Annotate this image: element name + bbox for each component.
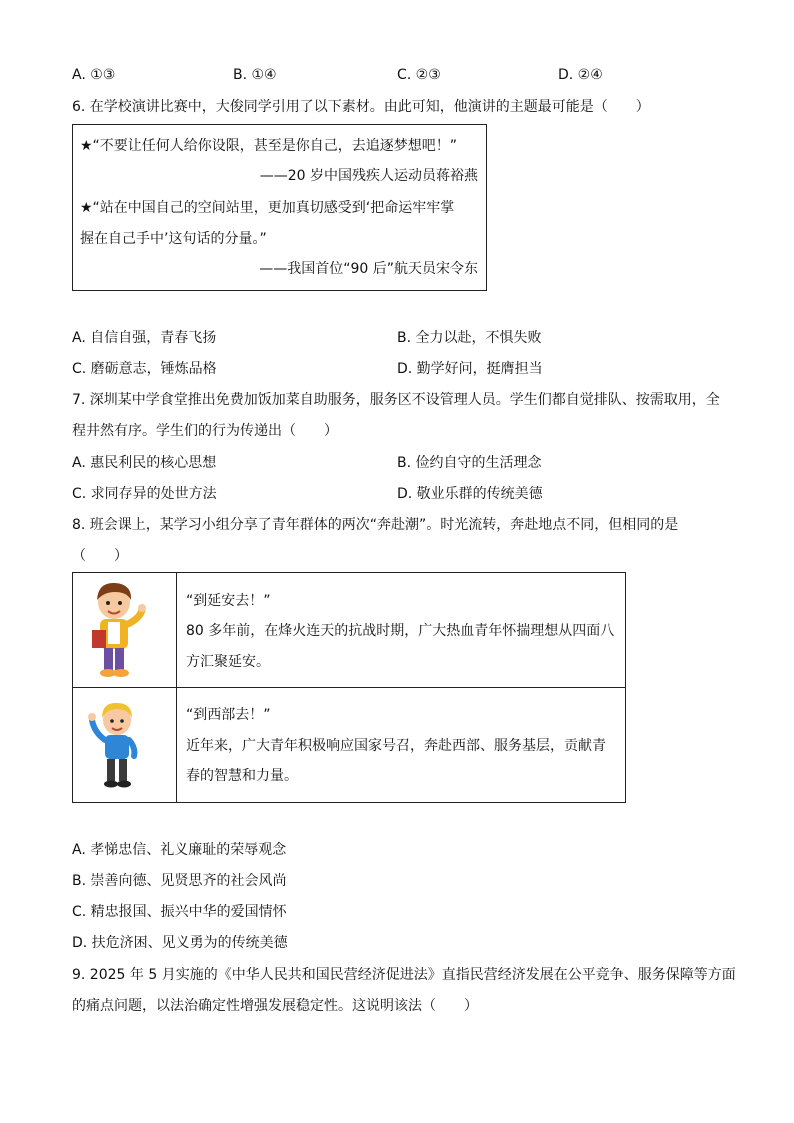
q5-option-b: B. ①④ bbox=[233, 67, 277, 83]
q8-option-b: B. 崇善向德、见贤思齐的社会风尚 bbox=[72, 873, 287, 889]
q6-quote2-line1: ★“站在中国自己的空间站里，更加真切感受到‘把命运牢牢掌 bbox=[80, 200, 455, 216]
q8-row1-title: “到延安去！” bbox=[186, 593, 271, 609]
q6-stem: 6. 在学校演讲比赛中，大俊同学引用了以下素材。由此可知，他演讲的主题最可能是（ ） bbox=[72, 99, 650, 115]
q7-option-c: C. 求同存异的处世方法 bbox=[72, 486, 217, 502]
q6-source1: ——20 岁中国残疾人运动员蒋裕燕 bbox=[259, 168, 478, 184]
q6-source2: ——我国首位“90 后”航天员宋令东 bbox=[259, 261, 478, 277]
q7-option-a: A. 惠民利民的核心思想 bbox=[72, 455, 217, 471]
q6-option-a: A. 自信自强，青春飞扬 bbox=[72, 330, 217, 346]
cartoon-boy-yellow-jacket-illustration bbox=[84, 580, 154, 680]
q9-stem-line1: 9. 2025 年 5 月实施的《中华人民共和国民营经济促进法》直指民营经济发展在公平竞争、服务保障等方面 bbox=[72, 967, 736, 983]
q5-option-a: A. ①③ bbox=[72, 67, 116, 83]
q7-option-b: B. 俭约自守的生活理念 bbox=[397, 455, 542, 471]
q8-row1-line1: 80 多年前，在烽火连天的抗战时期，广大热血青年怀揣理想从四面八 bbox=[186, 623, 615, 639]
q6-option-b: B. 全力以赴，不惧失败 bbox=[397, 330, 542, 346]
cartoon-boy-blue-shirt-illustration bbox=[84, 700, 154, 790]
q8-option-a: A. 孝悌忠信、礼义廉耻的荣辱观念 bbox=[72, 842, 287, 858]
q5-option-d: D. ②④ bbox=[558, 67, 603, 83]
q8-row2-line1: 近年来，广大青年积极响应国家号召，奔赴西部、服务基层，贡献青 bbox=[186, 738, 606, 754]
q6-option-d: D. 勤学好问，挺膺担当 bbox=[397, 361, 543, 377]
q5-option-c: C. ②③ bbox=[397, 67, 441, 83]
q8-stem-line1: 8. 班会课上，某学习小组分享了青年群体的两次“奔赴潮”。时光流转，奔赴地点不同，但相同的是 bbox=[72, 517, 679, 533]
q8-option-c: C. 精忠报国、振兴中华的爱国情怀 bbox=[72, 904, 287, 920]
q8-table-row-divider bbox=[72, 687, 626, 688]
q7-stem-line2: 程井然有序。学生们的行为传递出（ ） bbox=[72, 423, 338, 439]
q7-option-d: D. 敬业乐群的传统美德 bbox=[397, 486, 543, 502]
q6-quote1: ★“不要让任何人给你设限，甚至是你自己，去追逐梦想吧！” bbox=[80, 138, 458, 154]
q6-option-c: C. 磨砺意志，锤炼品格 bbox=[72, 361, 217, 377]
q9-stem-line2: 的痛点问题，以法治确定性增强发展稳定性。这说明该法（ ） bbox=[72, 998, 478, 1014]
q8-row2-title: “到西部去！” bbox=[186, 707, 271, 723]
q6-quote2-line2: 握在自己手中’这句话的分量。” bbox=[80, 231, 267, 247]
q8-row1-line2: 方汇聚延安。 bbox=[186, 654, 270, 670]
q8-row2-line2: 春的智慧和力量。 bbox=[186, 768, 298, 784]
q7-stem-line1: 7. 深圳某中学食堂推出免费加饭加菜自助服务，服务区不设管理人员。学生们都自觉排队、按需取用，全 bbox=[72, 392, 720, 408]
q8-stem-line2: （ ） bbox=[72, 548, 128, 564]
q8-option-d: D. 扶危济困、见义勇为的传统美德 bbox=[72, 935, 288, 951]
